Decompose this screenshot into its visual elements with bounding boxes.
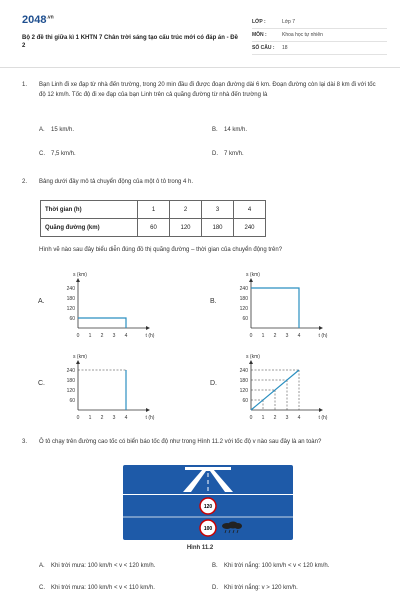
meta-row-class	[252, 16, 387, 29]
table-cell: 3	[202, 201, 234, 219]
speed-limit-panel	[123, 495, 293, 540]
meta-value: 18	[282, 45, 288, 51]
option-text: Khi trời mưa: 100 km/h < v < 120 km/h.	[51, 563, 156, 569]
table-row	[41, 219, 266, 237]
motion-table	[40, 200, 266, 237]
option-letter: D.	[212, 585, 218, 591]
option-letter: C.	[39, 151, 45, 157]
x-tick-label: 1	[261, 333, 265, 339]
logo-main: 2048	[22, 14, 47, 26]
option-letter: D.	[212, 151, 218, 157]
graph-a	[52, 270, 162, 345]
y-axis-label: s (km)	[246, 354, 260, 360]
y-tick-label: 240	[239, 368, 248, 374]
question-1	[22, 80, 382, 100]
x-tick-label: 1	[88, 415, 92, 421]
x-tick-label: 4	[297, 333, 301, 339]
graph-option-d[interactable]: D.	[210, 380, 217, 387]
meta-value: Khoa học tự nhiên	[282, 32, 323, 38]
y-tick-label: 180	[239, 378, 248, 384]
option-text: Khi trời nắng: v > 120 km/h.	[224, 585, 298, 591]
meta-key: SỐ CÂU :	[252, 45, 275, 51]
meta-key: LỚP :	[252, 19, 266, 25]
question-subtext: Hình vẽ nào sau đây biểu diễn đúng đồ thị quãng đường – thời gian của chuyển động trên?	[39, 247, 283, 253]
y-tick-label: 60	[69, 316, 75, 322]
x-tick-label: 2	[273, 333, 277, 339]
option-letter: C.	[39, 585, 45, 591]
option-text: Khi trời mưa: 100 km/h < v < 110 km/h.	[51, 585, 155, 591]
y-axis-label: s (km)	[73, 354, 87, 360]
x-tick-label: 3	[285, 415, 289, 421]
x-tick-label: 3	[112, 415, 116, 421]
x-axis-label: t (h)	[318, 415, 328, 421]
table-cell: 2	[170, 201, 202, 219]
logo-suffix: .vn	[46, 14, 54, 21]
x-tick-label: 0	[76, 333, 80, 339]
x-tick-label: 4	[297, 415, 301, 421]
question-text: Ô tô chạy trên đường cao tốc có biển báo tốc độ như trong Hình 11.2 với tốc độ v nào sau đây là an toàn?	[39, 439, 322, 445]
y-tick-label: 240	[66, 286, 75, 292]
x-axis-label: t (h)	[318, 333, 328, 339]
rain-cloud-icon	[222, 522, 242, 534]
document-title: Bộ 2 đề thi giữa kì 1 KHTN 7 Chân trời sáng tạo cấu trúc mới có đáp án - Đề 2	[22, 35, 238, 49]
option-letter: B.	[212, 127, 218, 133]
option-text: 15 km/h.	[51, 127, 75, 133]
option-text: 14 km/h.	[224, 127, 248, 133]
x-tick-label: 2	[100, 415, 104, 421]
y-axis-label: s (km)	[246, 272, 260, 278]
question-number: 1.	[22, 82, 28, 88]
y-tick-label: 60	[242, 398, 248, 404]
header-divider	[0, 67, 400, 68]
graph-b	[225, 270, 335, 345]
option-b[interactable]	[212, 127, 247, 133]
table-cell: 240	[234, 219, 266, 237]
option-letter: B.	[212, 563, 218, 569]
q3-options	[22, 563, 382, 598]
speed-limit-100: 100	[203, 526, 213, 532]
series-line	[78, 318, 126, 328]
option-c[interactable]	[39, 585, 155, 591]
meta-panel	[252, 16, 387, 55]
x-tick-label: 0	[249, 333, 253, 339]
table-cell: 180	[202, 219, 234, 237]
question-3	[22, 437, 382, 447]
graph-option-b[interactable]: B.	[210, 298, 217, 305]
meta-row-subject	[252, 29, 387, 42]
x-axis-arrow	[319, 408, 323, 412]
highway-speed-sign	[123, 465, 293, 540]
question-2	[22, 177, 382, 187]
question-number: 2.	[22, 179, 28, 185]
figure-caption: Hình 11.2	[186, 545, 214, 551]
y-tick-label: 120	[239, 306, 248, 312]
x-axis-arrow	[319, 326, 323, 330]
table-cell: 120	[170, 219, 202, 237]
option-text: 7,5 km/h.	[51, 151, 76, 157]
x-tick-label: 3	[285, 333, 289, 339]
option-c[interactable]	[39, 151, 76, 157]
table-cell: 1	[138, 201, 170, 219]
meta-value: Lớp 7	[282, 19, 296, 25]
document-header	[22, 14, 382, 60]
highway-icon	[123, 465, 293, 495]
option-text: Khi trời nắng: 100 km/h < v < 120 km/h.	[224, 563, 330, 569]
y-tick-label: 120	[66, 306, 75, 312]
speed-limit-120: 120	[203, 504, 213, 510]
y-tick-label: 240	[239, 286, 248, 292]
meta-row-count	[252, 42, 387, 55]
question-text: Bảng dưới đây mô tả chuyển động của một ô tô trong 4 h.	[39, 179, 194, 185]
y-tick-label: 180	[66, 296, 75, 302]
option-letter: A.	[39, 127, 45, 133]
x-tick-label: 2	[273, 415, 277, 421]
option-b[interactable]	[212, 563, 329, 569]
y-tick-label: 60	[69, 398, 75, 404]
x-tick-label: 3	[112, 333, 116, 339]
sign-header	[123, 465, 293, 495]
x-axis-label: t (h)	[145, 333, 155, 339]
graph-d	[225, 352, 335, 427]
question-2-subtext	[22, 245, 382, 255]
table-cell: 60	[138, 219, 170, 237]
y-axis-arrow	[249, 360, 253, 364]
y-axis-arrow	[76, 360, 80, 364]
x-tick-label: 0	[249, 415, 253, 421]
option-d[interactable]	[212, 151, 244, 157]
graph-c	[52, 352, 162, 427]
question-number: 3.	[22, 439, 28, 445]
q1-options	[22, 127, 382, 167]
option-text: 7 km/h.	[224, 151, 244, 157]
series-line	[251, 288, 299, 328]
table-cell: 4	[234, 201, 266, 219]
x-tick-label: 1	[261, 415, 265, 421]
x-tick-label: 0	[76, 415, 80, 421]
x-tick-label: 4	[124, 415, 128, 421]
y-tick-label: 240	[66, 368, 75, 374]
x-tick-label: 1	[88, 333, 92, 339]
meta-key: MÔN :	[252, 32, 267, 38]
y-tick-label: 180	[239, 296, 248, 302]
y-axis-arrow	[249, 278, 253, 282]
x-axis-arrow	[146, 408, 150, 412]
x-axis-arrow	[146, 326, 150, 330]
x-axis-label: t (h)	[145, 415, 155, 421]
option-a[interactable]	[39, 127, 74, 133]
question-text: Bạn Linh đi xe đạp từ nhà đến trường, trong 20 min đầu đi được đoạn đường dài 6 km. Đoạn đường còn lại dài 8 km đi với tốc độ 12 km/h. Tốc độ đi xe đạp của bạn Linh trên cả quãng đường từ nhà đến trường là	[39, 82, 376, 98]
x-tick-label: 2	[100, 333, 104, 339]
y-tick-label: 60	[242, 316, 248, 322]
graph-option-a[interactable]: A.	[38, 298, 45, 305]
y-tick-label: 180	[66, 378, 75, 384]
y-axis-arrow	[76, 278, 80, 282]
option-d[interactable]	[212, 585, 298, 591]
x-tick-label: 4	[124, 333, 128, 339]
table-cell: Quãng đường (km)	[41, 219, 138, 237]
graph-option-c[interactable]: C.	[38, 380, 45, 387]
y-axis-label: s (km)	[73, 272, 87, 278]
y-tick-label: 120	[239, 388, 248, 394]
option-letter: A.	[39, 563, 45, 569]
option-a[interactable]	[39, 563, 155, 569]
table-cell: Thời gian (h)	[41, 201, 138, 219]
y-tick-label: 120	[66, 388, 75, 394]
table-row	[41, 201, 266, 219]
